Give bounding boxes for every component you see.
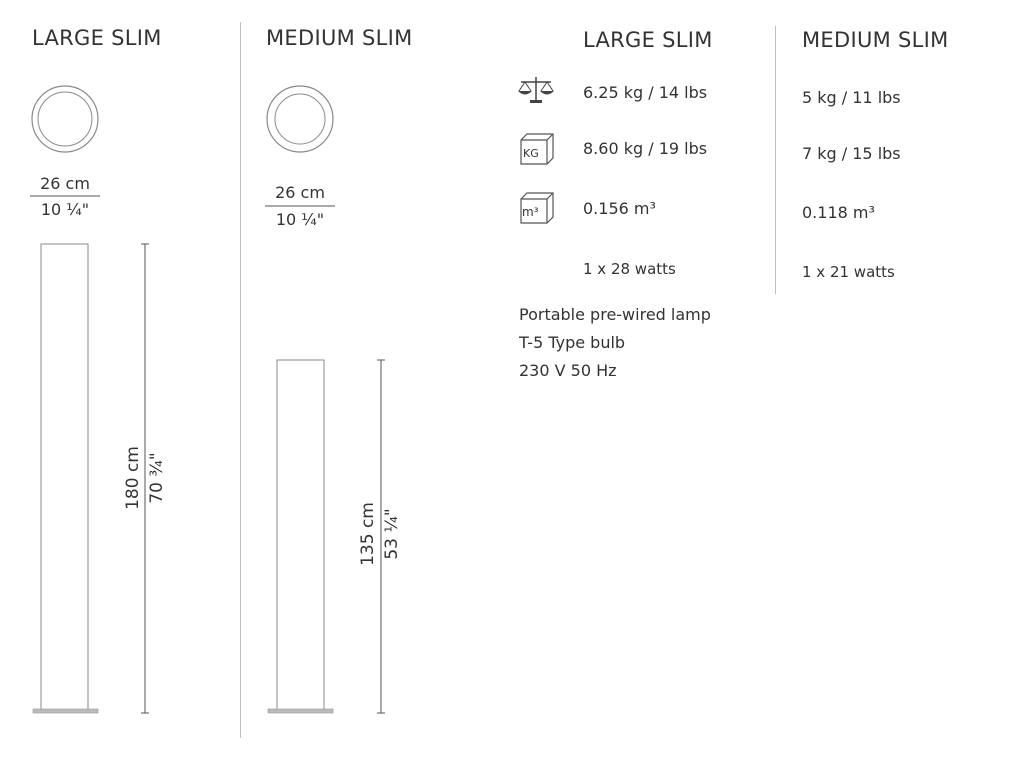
large-height-in: 70 ¾" [147,452,167,504]
medium-height-cm: 135 cm [358,502,378,566]
medium-gross-weight: 7 kg / 15 lbs [802,144,901,163]
medium-net-weight: 5 kg / 11 lbs [802,88,901,107]
kg-box-label: KG [523,147,539,160]
large-diameter-cm: 26 cm [40,174,90,193]
note-bulb-type: T-5 Type bulb [519,333,626,352]
note-portable: Portable pre-wired lamp [519,305,711,324]
large-volume: 0.156 m³ [583,199,656,218]
large-height-cm: 180 cm [123,446,143,510]
volume-box-label: m³ [522,205,539,219]
medium-diameter-in: 10 ¼" [275,210,325,229]
note-voltage: 230 V 50 Hz [519,361,617,380]
medium-slim-title: MEDIUM SLIM [266,26,413,50]
medium-diameter-cm: 26 cm [275,183,325,202]
medium-volume: 0.118 m³ [802,203,875,222]
medium-wattage: 1 x 21 watts [802,263,895,281]
large-gross-weight: 8.60 kg / 19 lbs [583,139,708,158]
large-diameter-in: 10 ¼" [40,200,90,219]
large-wattage: 1 x 28 watts [583,260,676,278]
scale-icon [516,74,556,106]
specs-large-title: LARGE SLIM [583,28,713,52]
specs-medium-title: MEDIUM SLIM [802,28,949,52]
large-top-view [32,86,98,152]
medium-height-in: 53 ¼" [382,508,402,560]
large-lamp-base [33,709,98,713]
large-net-weight: 6.25 kg / 14 lbs [583,83,708,102]
medium-lamp-base [268,709,333,713]
large-lamp-body [41,244,88,710]
volume-box-icon [518,191,556,225]
medium-lamp-body [277,360,324,710]
kg-box-icon [518,132,556,166]
medium-top-view [267,86,333,152]
large-slim-title: LARGE SLIM [32,26,162,50]
